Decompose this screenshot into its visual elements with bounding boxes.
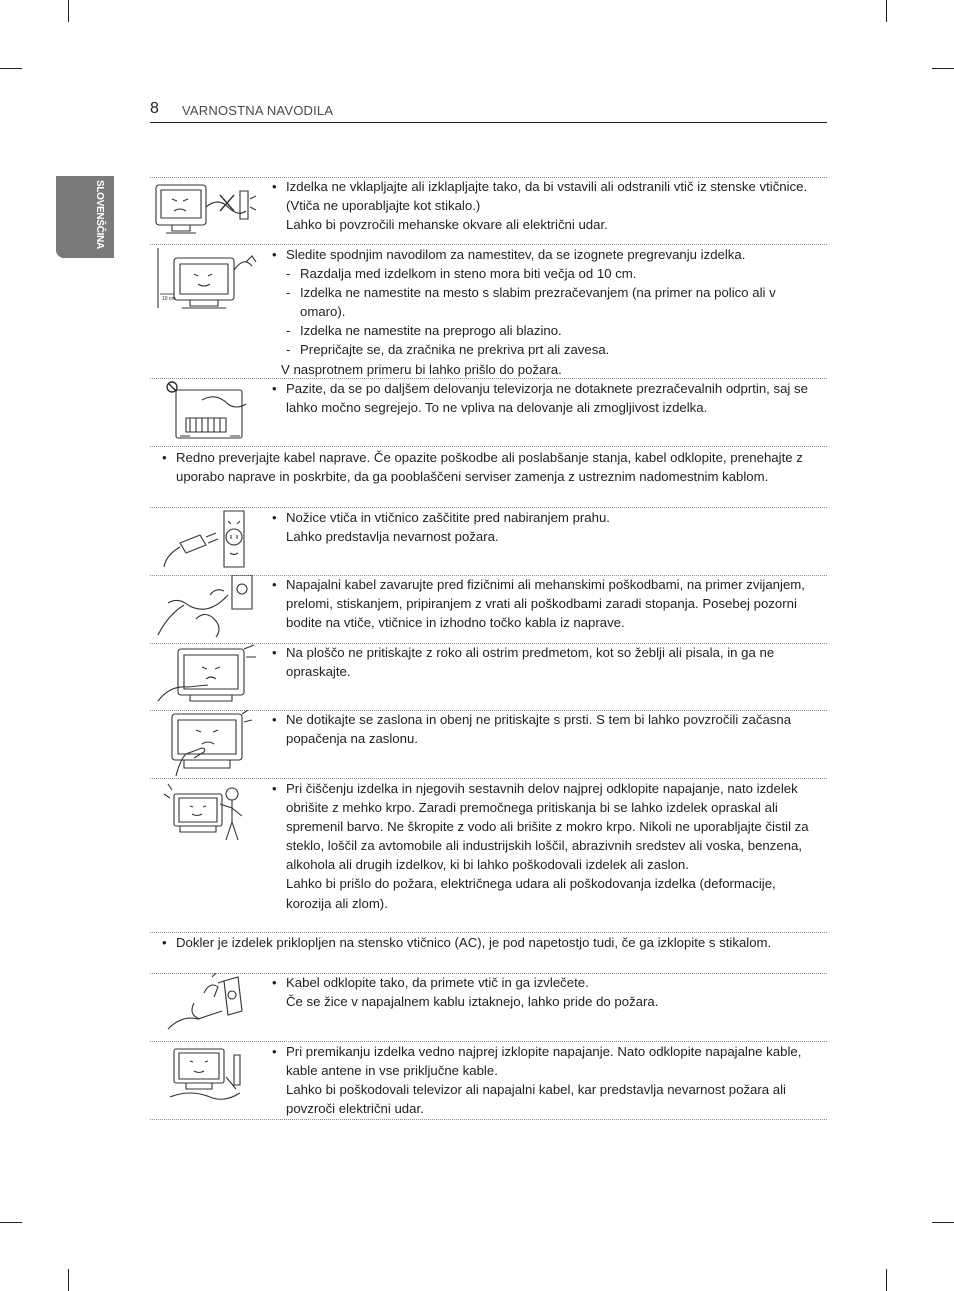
item-text (272, 575, 812, 632)
safety-item (150, 778, 827, 932)
note-text: Lahko bi prišlo do požara, električnega udara ali poškodovanja izdelka (deformacije, korozija ali zlom). (286, 876, 776, 911)
moving-tv-illustration (150, 1041, 265, 1107)
item-text (272, 379, 812, 417)
bullet-text: • Ne dotikajte se zaslona in obenj ne pritiskajte s prsti. S tem bi lahko povzročili začasna popačenja na zaslonu. (272, 710, 812, 748)
panel-pressure-illustration (150, 643, 265, 709)
language-tab-label: SLOVENŠČINA (94, 180, 105, 249)
sub-item: - Izdelka ne namestite na preprogo ali blazino. (272, 321, 812, 340)
item-text (162, 448, 812, 486)
crop-mark (0, 68, 22, 69)
bullet-text: • Na ploščo ne pritiskajte z roko ali ostrim predmetom, kot so žeblji ali pisala, in ga ne opraskajte. (272, 643, 812, 681)
item-text (272, 973, 812, 1011)
safety-item (150, 643, 827, 710)
bullet-text: • Redno preverjajte kabel naprave. Če opazite poškodbe ali poslabšanje stanja, kabel odklopite, prenehajte z uporabo naprave in poskrbite, da ga pooblaščeni serviser zamenja z ustreznim nadomestnim kablom. (162, 448, 812, 486)
crop-mark (932, 1222, 954, 1223)
item-text (272, 177, 812, 234)
language-tab (56, 176, 114, 258)
bullet-text: • Pri premikanju izdelka vedno najprej izklopite napajanje. Nato odklopite napajalne kable, kable antene in vse priključne kable. (272, 1042, 812, 1080)
safety-item (150, 973, 827, 1041)
item-text (272, 710, 812, 748)
bullet-text: • Izdelka ne vklapljajte ali izklapljajte tako, da bi vstavili ali odstranili vtič iz stenske vtičnice. (Vtiča ne uporabljajte kot stikalo.) (272, 177, 812, 215)
sub-item: - Razdalja med izdelkom in steno mora biti večja od 10 cm. (272, 264, 812, 283)
crop-mark (932, 68, 954, 69)
note-text: Lahko predstavlja nevarnost požara. (286, 529, 499, 545)
note-text: Če se žice v napajalnem kablu iztaknejo, lahko pride do požara. (286, 994, 659, 1010)
safety-item (150, 446, 827, 507)
item-text (272, 245, 812, 379)
tail-text: V nasprotnem primeru bi lahko prišlo do požara. (281, 361, 562, 377)
item-text (272, 1042, 812, 1118)
bullet-text: • Pri čiščenju izdelka in njegovih sestavnih delov najprej odklopite napajanje, nato izdelek obrišite z mehko krpo. Zaradi premočnega pritiskanja bi se lahko izdelek opraskal ali spremenil barvo. Ne škropite z vodo ali brišite z mokro krpo. Nikoli ne uporabljajte čistil za steklo, loščil za avtomobile ali industrijskih loščil, abrazivnih sredstev ali voska, benzena, alkohola ali drugih izdelkov, ki bi lahko poškodovali izdelek ali zaslon. (272, 779, 812, 874)
safety-item (150, 177, 827, 244)
safety-item (150, 1041, 827, 1119)
unplug-cable-illustration (150, 973, 265, 1039)
bullet-text: • Pazite, da se po daljšem delovanju televizorja ne dotaknete prezračevalnih odprtin, saj se lahko močno segrejejo. To ne vpliva na delovanje ali zmogljivost izdelka. (272, 379, 812, 417)
screen-touch-illustration (150, 710, 265, 778)
bullet-text: • Kabel odklopite tako, da primete vtič in ga izvlečete. (272, 973, 812, 992)
cleaning-illustration (150, 778, 265, 846)
dusty-plug-illustration (150, 507, 265, 573)
note-text: Lahko bi povzročili mehanske okvare ali električni udar. (286, 217, 608, 233)
crop-mark (68, 0, 69, 22)
crop-mark (886, 0, 887, 22)
safety-item (150, 244, 827, 378)
crop-mark (886, 1269, 887, 1291)
distance-label: 10 cm (162, 296, 176, 302)
safety-item (150, 378, 827, 446)
page-number: 8 (150, 100, 159, 117)
vent-touch-illustration (150, 378, 265, 444)
bullet-text: • Sledite spodnjim navodilom za namestitev, da se izognete pregrevanju izdelka. (272, 245, 812, 264)
safety-item (150, 575, 827, 643)
item-text (272, 508, 812, 546)
sub-item: - Prepričajte se, da zračnika ne prekriva prt ali zavesa. (272, 340, 812, 359)
item-text (162, 933, 812, 952)
crop-mark (68, 1269, 69, 1291)
note-text: Lahko bi poškodovali televizor ali napajalni kabel, kar predstavlja nevarnost požara ali povzroči električni udar. (286, 1082, 786, 1117)
sub-item: - Izdelka ne namestite na mesto s slabim prezračevanjem (na primer na polico ali v omaro). (272, 283, 812, 321)
page-header (150, 100, 827, 123)
bullet-text: • Nožice vtiča in vtičnico zaščitite pred nabiranjem prahu. (272, 508, 812, 527)
section-title: VARNOSTNA NAVODILA (182, 103, 334, 118)
tv-wall-distance-illustration (150, 244, 265, 314)
safety-item (150, 932, 827, 973)
safety-item (150, 507, 827, 575)
row-separator (150, 1119, 827, 1120)
tv-unplug-illustration (150, 177, 265, 241)
bullet-text: • Napajalni kabel zavarujte pred fizičnimi ali mehanskimi poškodbami, na primer zvijanjem, prelomi, stiskanjem, pripiranjem z vrati ali poškodbami zaradi stopanja. Posebej pozorni bodite na vtiče, vtičnice in izhodno točko kabla iz naprave. (272, 575, 812, 632)
crop-mark (0, 1222, 22, 1223)
item-text (272, 643, 812, 681)
cable-damage-illustration (150, 575, 265, 641)
bullet-text: • Dokler je izdelek priklopljen na stensko vtičnico (AC), je pod napetostjo tudi, če ga izklopite s stikalom. (162, 933, 812, 952)
item-text (272, 779, 812, 913)
safety-item (150, 710, 827, 778)
